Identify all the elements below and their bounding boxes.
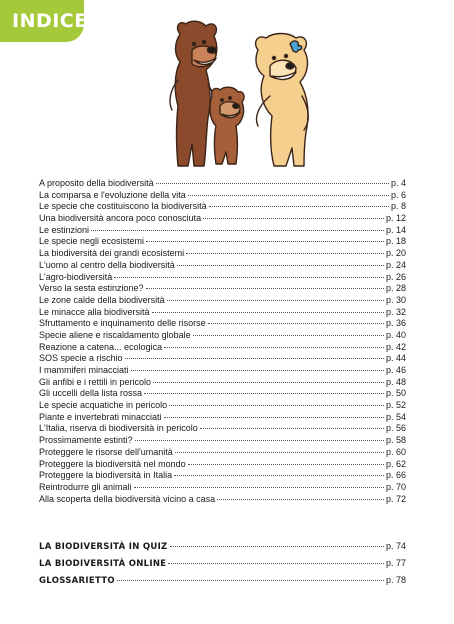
dotted-leader [169, 405, 384, 406]
toc-entry-label: L'uomo al centro della biodiversità [39, 259, 175, 270]
dotted-leader [144, 393, 384, 394]
dotted-leader [175, 452, 384, 453]
toc-entry[interactable] [39, 330, 406, 342]
toc-entry-page-number: p. 40 [385, 329, 406, 340]
toc-entry-page-number: p. 12 [385, 213, 406, 224]
toc-entry-page-number: p. 4 [390, 178, 406, 188]
toc-entry-label: Le estinzioni [39, 224, 90, 235]
toc-entry[interactable] [39, 470, 406, 482]
toc-entry-page-number: p. 52 [385, 400, 406, 411]
toc-entry-label: Proteggere le risorse dell'umanità [39, 446, 173, 457]
dotted-leader [135, 440, 384, 441]
appendix-entry-label: LA BIODIVERSITÀ ONLINE [39, 559, 167, 569]
toc-entry[interactable] [39, 201, 406, 213]
toc-entry[interactable] [39, 342, 406, 354]
toc-entry[interactable] [39, 494, 406, 506]
appendix-entry[interactable] [39, 538, 406, 555]
toc-entry-page-number: p. 66 [385, 470, 406, 481]
toc-entry-page-number: p. 32 [385, 306, 406, 317]
dotted-leader [131, 370, 384, 371]
toc-entry-page-number: p. 20 [385, 248, 406, 259]
toc-entry[interactable] [39, 213, 406, 225]
toc-entry-page-number: p. 30 [385, 294, 406, 305]
dad-bear-icon [170, 21, 217, 166]
toc-entry-page-number: p. 72 [385, 493, 406, 504]
dotted-leader [117, 580, 384, 581]
toc-entry[interactable] [39, 260, 406, 272]
toc-entry[interactable] [39, 365, 406, 377]
dotted-leader [193, 335, 384, 336]
dotted-leader [170, 546, 384, 547]
toc-entry-page-number: p. 50 [385, 388, 406, 399]
toc-entry-label: La comparsa e l'evoluzione della vita [39, 189, 186, 200]
dotted-leader [156, 183, 389, 184]
toc-entry-label: Gli uccelli della lista rossa [39, 388, 143, 399]
appendix-entry-label: LA BIODIVERSITÀ IN QUIZ [39, 542, 168, 552]
toc-entry[interactable] [39, 353, 406, 365]
dotted-leader [200, 428, 384, 429]
toc-entry[interactable] [39, 283, 406, 295]
toc-entry-page-number: p. 14 [385, 224, 406, 235]
toc-entry[interactable] [39, 178, 406, 190]
dotted-leader [153, 382, 384, 383]
dotted-leader [186, 253, 384, 254]
cub-bear-icon [210, 87, 244, 164]
toc-entry-label: L'agro-biodiversità [39, 271, 113, 282]
toc-entry-label: Reintrodurre gli animali [39, 481, 132, 492]
toc-entry[interactable] [39, 435, 406, 447]
toc-entry-label: Specie aliene e riscaldamento globale [39, 329, 191, 340]
toc-entry-label: Proteggere la biodiversità nel mondo [39, 458, 186, 469]
toc-entry-label: Le specie acquatiche in pericolo [39, 400, 168, 411]
dotted-leader [125, 358, 384, 359]
toc-entry-label: I mammiferi minacciati [39, 365, 129, 375]
toc-entry[interactable] [39, 447, 406, 459]
toc-entry[interactable] [39, 295, 406, 307]
toc-entry-page-number: p. 44 [385, 353, 406, 364]
dotted-leader [152, 312, 384, 313]
toc-entry-page-number: p. 46 [385, 365, 406, 375]
toc-entry-label: Sfruttamento e inquinamento delle risorse [39, 318, 206, 329]
toc-entry-label: La biodiversità dei grandi ecosistemi [39, 248, 185, 259]
mom-bear-icon [256, 34, 309, 167]
toc-entry-page-number: p. 48 [385, 376, 406, 387]
page-title: INDICE [12, 10, 88, 32]
bear-family-illustration-icon [158, 14, 326, 174]
toc-entry[interactable] [39, 236, 406, 248]
toc-entry[interactable] [39, 400, 406, 412]
dotted-leader [208, 323, 384, 324]
dotted-leader [168, 563, 384, 564]
toc-entry[interactable] [39, 272, 406, 284]
toc-entry-label: Piante e invertebrati minacciati [39, 411, 162, 422]
toc-entry[interactable] [39, 482, 406, 494]
dotted-leader [91, 230, 384, 231]
dotted-leader [164, 417, 384, 418]
dotted-leader [203, 218, 384, 219]
toc-entry-label: Verso la sesta estinzione? [39, 283, 144, 294]
dotted-leader [167, 300, 384, 301]
toc-entry-page-number: p. 56 [385, 423, 406, 434]
toc-entry-label: A proposito della biodiversità [39, 178, 154, 188]
toc-entry-page-number: p. 60 [385, 446, 406, 457]
toc-entry-page-number: p. 8 [390, 201, 406, 212]
toc-entry-page-number: p. 6 [390, 189, 406, 200]
dotted-leader [177, 265, 384, 266]
toc-entry-label: L'Italia, riserva di biodiversità in pericolo [39, 423, 198, 434]
toc-entry-label: Le specie negli ecosistemi [39, 236, 145, 247]
toc-entry-label: Una biodiversità ancora poco conosciuta [39, 213, 202, 224]
appendix-entry-page-number: p. 74 [385, 541, 406, 551]
toc-entry[interactable] [39, 377, 406, 389]
toc-entry-page-number: p. 58 [385, 435, 406, 446]
appendix-entry-label: GLOSSARIETTO [39, 576, 115, 586]
toc-entry-label: SOS specie a rischio [39, 353, 123, 364]
toc-entry[interactable] [39, 459, 406, 471]
appendix-entry-page-number: p. 77 [385, 558, 406, 568]
dotted-leader [146, 241, 384, 242]
toc-entry-label: Le specie che costituiscono la biodiversità [39, 201, 207, 212]
toc-entry-label: Alla scoperta della biodiversità vicino a casa [39, 493, 216, 504]
dotted-leader [146, 288, 384, 289]
dotted-leader [174, 475, 384, 476]
toc-entry[interactable] [39, 248, 406, 260]
dotted-leader [188, 195, 389, 196]
toc-entry-page-number: p. 36 [385, 318, 406, 329]
toc-entry-label: Prossimamente estinti? [39, 435, 133, 446]
dotted-leader [164, 347, 384, 348]
toc-entry[interactable] [39, 423, 406, 435]
appendix-entry[interactable] [39, 572, 406, 589]
toc-entry[interactable] [39, 225, 406, 237]
toc-entry-page-number: p. 54 [385, 411, 406, 422]
dotted-leader [134, 487, 384, 488]
toc-entry-page-number: p. 26 [385, 271, 406, 282]
toc-entry[interactable] [39, 190, 406, 202]
appendix-entry-page-number: p. 78 [385, 575, 406, 585]
toc-entry-label: Le minacce alla biodiversità [39, 306, 150, 317]
table-of-contents [39, 178, 406, 505]
toc-entry[interactable] [39, 307, 406, 319]
toc-entry-page-number: p. 28 [385, 283, 406, 294]
appendix-list [39, 538, 406, 589]
toc-entry-label: Le zone calde della biodiversità [39, 294, 165, 305]
toc-entry[interactable] [39, 412, 406, 424]
toc-entry[interactable] [39, 388, 406, 400]
toc-entry-page-number: p. 42 [385, 341, 406, 352]
dotted-leader [217, 499, 384, 500]
toc-entry-page-number: p. 62 [385, 458, 406, 469]
toc-entry-page-number: p. 18 [385, 236, 406, 247]
toc-entry[interactable] [39, 318, 406, 330]
toc-entry-page-number: p. 70 [385, 481, 406, 492]
index-header-tab [0, 0, 88, 42]
toc-entry-page-number: p. 24 [385, 259, 406, 270]
dotted-leader [209, 206, 389, 207]
appendix-entry[interactable] [39, 555, 406, 572]
toc-entry-label: Gli anfibi e i rettili in pericolo [39, 376, 152, 387]
toc-entry-label: Reazione a catena... ecologica [39, 341, 163, 352]
dotted-leader [114, 277, 384, 278]
toc-entry-label: Proteggere la biodiversità in Italia [39, 470, 173, 481]
dotted-leader [188, 464, 384, 465]
